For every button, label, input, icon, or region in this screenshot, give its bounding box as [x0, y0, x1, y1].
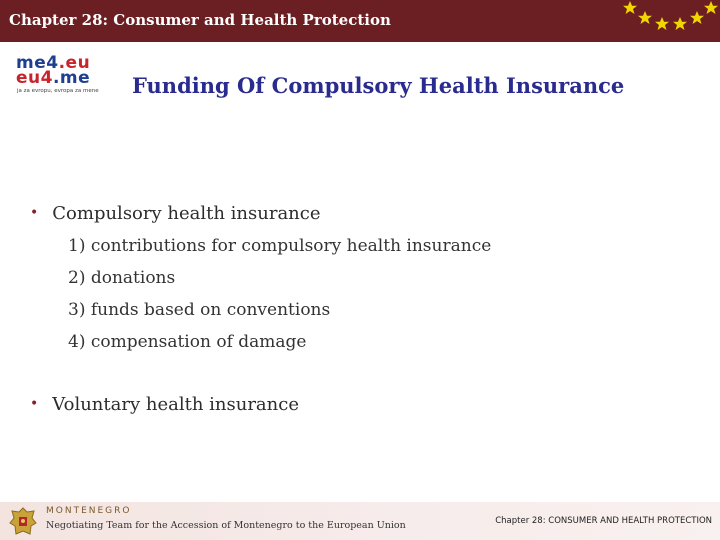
- logo-line-2: eu4.me: [16, 68, 91, 88]
- logo-tagline: ja za evropu, evropa za mene: [17, 88, 99, 94]
- footer-chapter: Chapter 28: CONSUMER AND HEALTH PROTECTION: [495, 516, 712, 526]
- logo-line-1: me4.eu: [16, 53, 91, 73]
- footer-team: Negotiating Team for the Accession of Montenegro to the European Union: [46, 520, 406, 531]
- footer-country: MONTENEGRO: [46, 506, 132, 516]
- montenegro-crest-icon: [6, 506, 40, 538]
- bullet-label: Voluntary health insurance: [52, 394, 299, 415]
- sub-item: 4) compensation of damage: [68, 332, 307, 352]
- bullet-compulsory: [30, 203, 321, 224]
- slide-title: Funding Of Compulsory Health Insurance: [132, 73, 625, 98]
- bullet-label: Compulsory health insurance: [52, 203, 321, 224]
- header-title: Chapter 28: Consumer and Health Protection: [9, 11, 391, 29]
- me4eu-logo: [16, 54, 108, 98]
- bullet-voluntary: [30, 394, 299, 415]
- sub-item: 3) funds based on conventions: [68, 300, 331, 320]
- slide-header: [0, 0, 720, 42]
- sub-item: 2) donations: [68, 268, 176, 288]
- bullet-icon: •: [30, 205, 39, 221]
- slide-footer: [0, 502, 720, 540]
- sub-item: 1) contributions for compulsory health insurance: [68, 236, 492, 256]
- bullet-icon: •: [30, 396, 39, 412]
